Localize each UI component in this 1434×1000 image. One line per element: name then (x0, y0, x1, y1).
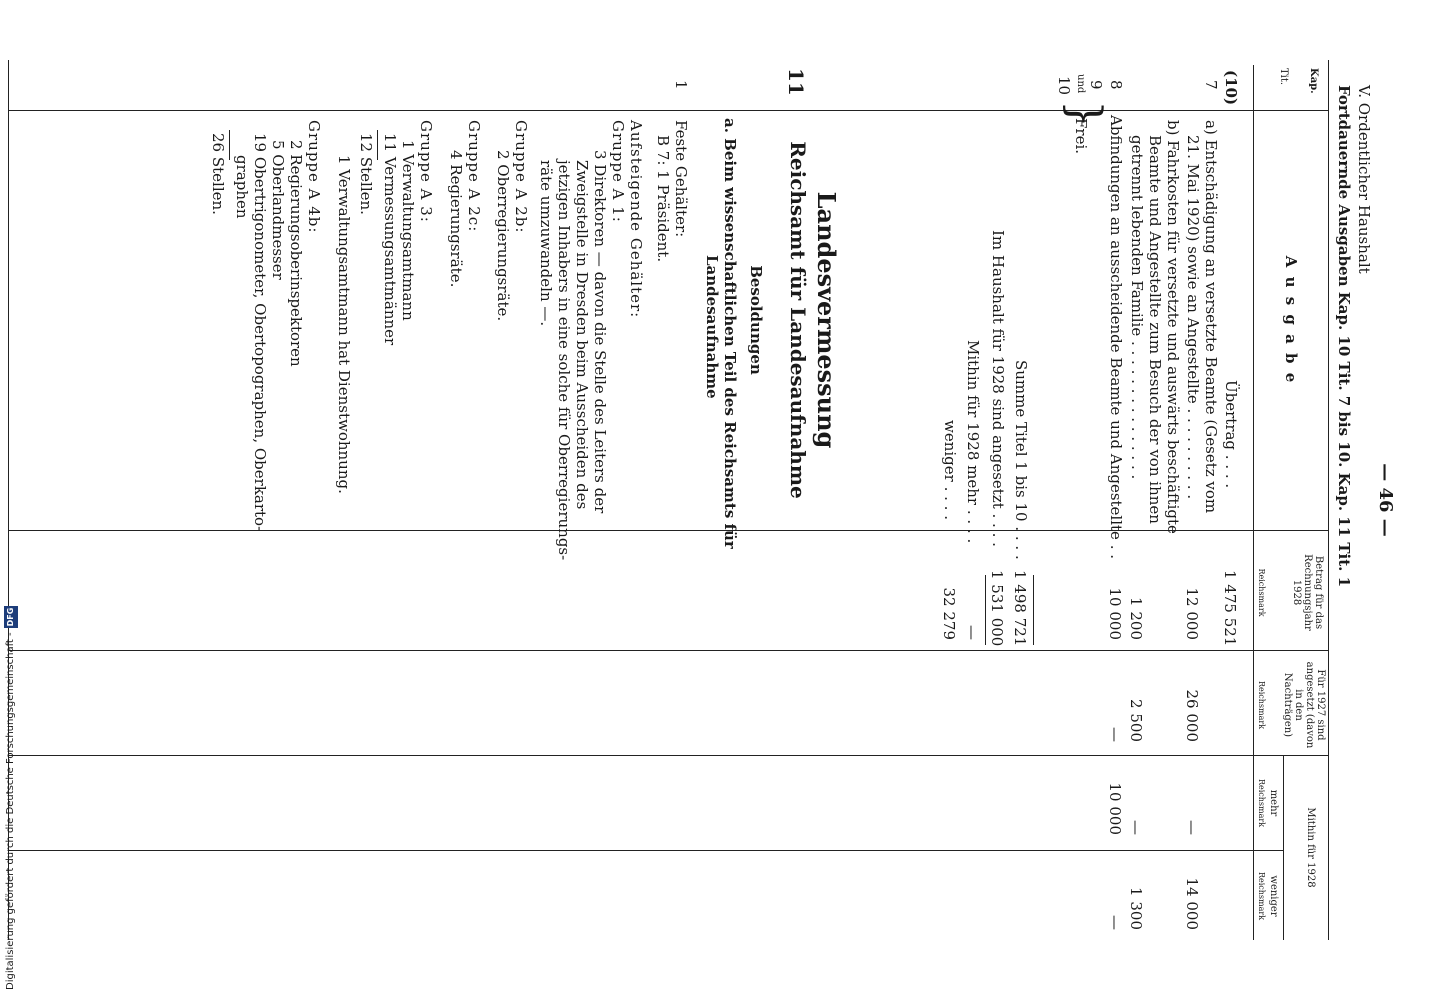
kap11-number: 11 (784, 68, 808, 96)
haushalt-value: 1 531 000 (988, 570, 1006, 647)
tit7-b-line2: Beamte und Angestellte zum Besuch der von ihnen (1146, 135, 1164, 524)
table-top-rule (1328, 60, 1329, 940)
summe-label: Summe Titel 1 bis 10 . . . . (1012, 360, 1030, 560)
mithin-mehr-value: — (963, 625, 981, 640)
gruppe-a3-line3: 12 Stellen. (357, 133, 375, 215)
uebertrag-label: Übertrag . . . . (1222, 380, 1240, 489)
kap11-title: Landesvermessung (812, 191, 841, 449)
weniger-label: weniger . . . . (941, 420, 959, 520)
gruppe-a2b: Gruppe A 2b: (512, 120, 530, 234)
tit7-b-line1: b) Fahrkosten für versetzte und auswärts beschäftigte (1164, 120, 1182, 534)
col-divider-mehr (9, 850, 1284, 851)
tit7-number: 7 (1202, 80, 1220, 90)
col-divider-kap (9, 110, 1329, 111)
tit9-number: 9 (1087, 80, 1105, 90)
section-subtitle: Fortdauernde Ausgaben Kap. 10 Tit. 7 bis 10. Kap. 11 Tit. 1 (1335, 85, 1353, 588)
tit7-a-line1: a) Entschädigung an versetzte Beamte (Gesetz vom (1202, 120, 1220, 514)
kap10-label: (10) (1222, 70, 1240, 106)
aufsteigende-gehaelter: Aufsteigende Gehälter: (627, 120, 645, 319)
gruppe-a3-line1: 1 Verwaltungsamtmann (399, 140, 417, 321)
gruppe-a2b-text: 2 Oberregierungsräte. (494, 150, 512, 322)
mithin-subrule (1283, 755, 1284, 940)
funding-text: Digitalisierung gefördert durch die Deutsche Forschungsgemeinschaft - (5, 632, 16, 990)
gruppe-a1-line2: Zweigstelle in Dresden beim Ausscheiden des (573, 160, 591, 510)
feste-gehaelter: Feste Gehälter: (672, 120, 690, 238)
uebertrag-value: 1 475 521 (1221, 570, 1239, 647)
gruppe-a3-line4: 1 Verwaltungsamtmann hat Dienstwohnung. (335, 155, 353, 494)
gruppe-a4b: Gruppe A 4b: (305, 120, 323, 234)
tit7-a-line2: 21. Mai 1920) sowie an Angestellte . . . . . . . . . . (1184, 135, 1202, 500)
gruppe-a4b-line2: 5 Oberlandmesser (269, 140, 287, 280)
col-1927: Für 1927 sind angesetzt (davon in den Nachträgen) (1282, 661, 1326, 749)
kap11-besoldungen: Besoldungen (747, 265, 765, 375)
gruppe-a1-line4: räte umzuwandeln —. (537, 160, 555, 327)
gruppe-a1: Gruppe A 1: (609, 120, 627, 223)
weniger-value: 32 279 (940, 587, 958, 640)
tit8-text: Abfindungen an ausscheidende Beamte und Angestellte . . (1107, 115, 1125, 560)
gruppe-a3-line2: 11 Vermessungsamtmänner (381, 133, 399, 346)
gruppe-a4b-line3: 19 Obertrigonometer, Obertopographen, Oberkarto- (251, 133, 269, 532)
dfg-logo: DFG (4, 606, 18, 629)
gruppe-a4b-sum-rule (229, 130, 230, 160)
tit8-weniger: — (1106, 915, 1124, 930)
col-weniger: weniger (1268, 875, 1279, 917)
col-mehr: mehr (1268, 789, 1279, 817)
tit8-1927: — (1106, 727, 1124, 742)
page-number: — 46 — (1375, 463, 1396, 537)
tit7-b-line3: getrennt lebenden Familie . . . . . . . . . . . . . . . (1128, 135, 1146, 480)
col-tit: Tit. (1278, 68, 1289, 86)
kap11-subtitle: Reichsamt für Landesaufnahme (786, 141, 810, 499)
kap11-a-line2: Landesaufnahme (703, 255, 721, 399)
col-divider-1927 (9, 755, 1329, 756)
col-betrag-unit: Reichsmark (1257, 568, 1266, 617)
kap11-tit1: 1 (672, 80, 690, 90)
section-title: V. Ordentlicher Haushalt (1355, 85, 1373, 274)
col-divider-ausgabe (9, 530, 1329, 531)
tit9-und: und (1075, 74, 1086, 94)
tit8-mehr: 10 000 (1106, 782, 1124, 835)
haushalt-rule (985, 575, 986, 645)
tit8-1928: 10 000 (1106, 587, 1124, 640)
mithin-mehr-label: Mithin für 1928 mehr . . . . (964, 340, 982, 544)
gruppe-a4b-line1: 2 Regierungsoberinspektoren (287, 140, 305, 367)
tit7-a-weniger: 14 000 (1183, 877, 1201, 930)
col-mehr-unit: Reichsmark (1257, 778, 1266, 828)
col-kap: Kap. (1308, 68, 1319, 94)
tit7-b-mehr: — (1127, 820, 1145, 835)
gruppe-a2c: Gruppe A 2c: (465, 120, 483, 233)
tit7-b-weniger: 1 300 (1127, 887, 1145, 930)
kap11-a-line1: a. Beim wissenschaftlichen Teil des Reichsamts für (721, 118, 739, 549)
col-betrag: Betrag für das Rechnungsjahr 1928 (1291, 554, 1324, 631)
col-mithin: Mithin für 1928 (1305, 807, 1316, 888)
col-weniger-unit: Reichsmark (1257, 871, 1266, 921)
gruppe-a3-sum-rule (377, 130, 378, 160)
tit7-a-1928: 12 000 (1183, 587, 1201, 640)
tit7-a-mehr: — (1183, 820, 1201, 835)
gruppe-a4b-line5: 26 Stellen. (209, 133, 227, 215)
funding-note (4, 0, 18, 1000)
tit8-number: 8 (1107, 80, 1125, 90)
col-ausgabe: A u s g a b e (1282, 255, 1300, 385)
gruppe-a3: Gruppe A 3: (417, 120, 435, 223)
haushalt-label: Im Haushalt für 1928 sind angesetzt . . . . (989, 230, 1007, 547)
tit7-b-1927: 2 500 (1127, 699, 1145, 742)
tit10-number: 10 (1055, 76, 1073, 96)
b7-praesident: B 7: 1 Präsident. (654, 135, 672, 263)
summe-value: 1 498 721 (1011, 570, 1029, 647)
gruppe-a2c-text: 4 Regierungsräte. (447, 150, 465, 288)
table-header-rule (1253, 65, 1254, 940)
gruppe-a4b-line4: graphen (233, 155, 251, 219)
tit7-a-1927: 26 000 (1183, 689, 1201, 742)
col-1927-unit: Reichsmark (1257, 680, 1266, 730)
tit7-b-1928: 1 200 (1127, 597, 1145, 640)
tit9-10-brace: } (1059, 100, 1110, 128)
col-divider-betrag (9, 650, 1329, 651)
tit9-10-text: Frei. (1072, 118, 1090, 155)
summe-rule (1033, 575, 1034, 645)
gruppe-a1-line3: jetzigen Inhabers in eine solche für Oberregierungs- (555, 160, 573, 561)
gruppe-a1-line1: 3 Direktoren — davon die Stelle des Leiters der (591, 150, 609, 514)
